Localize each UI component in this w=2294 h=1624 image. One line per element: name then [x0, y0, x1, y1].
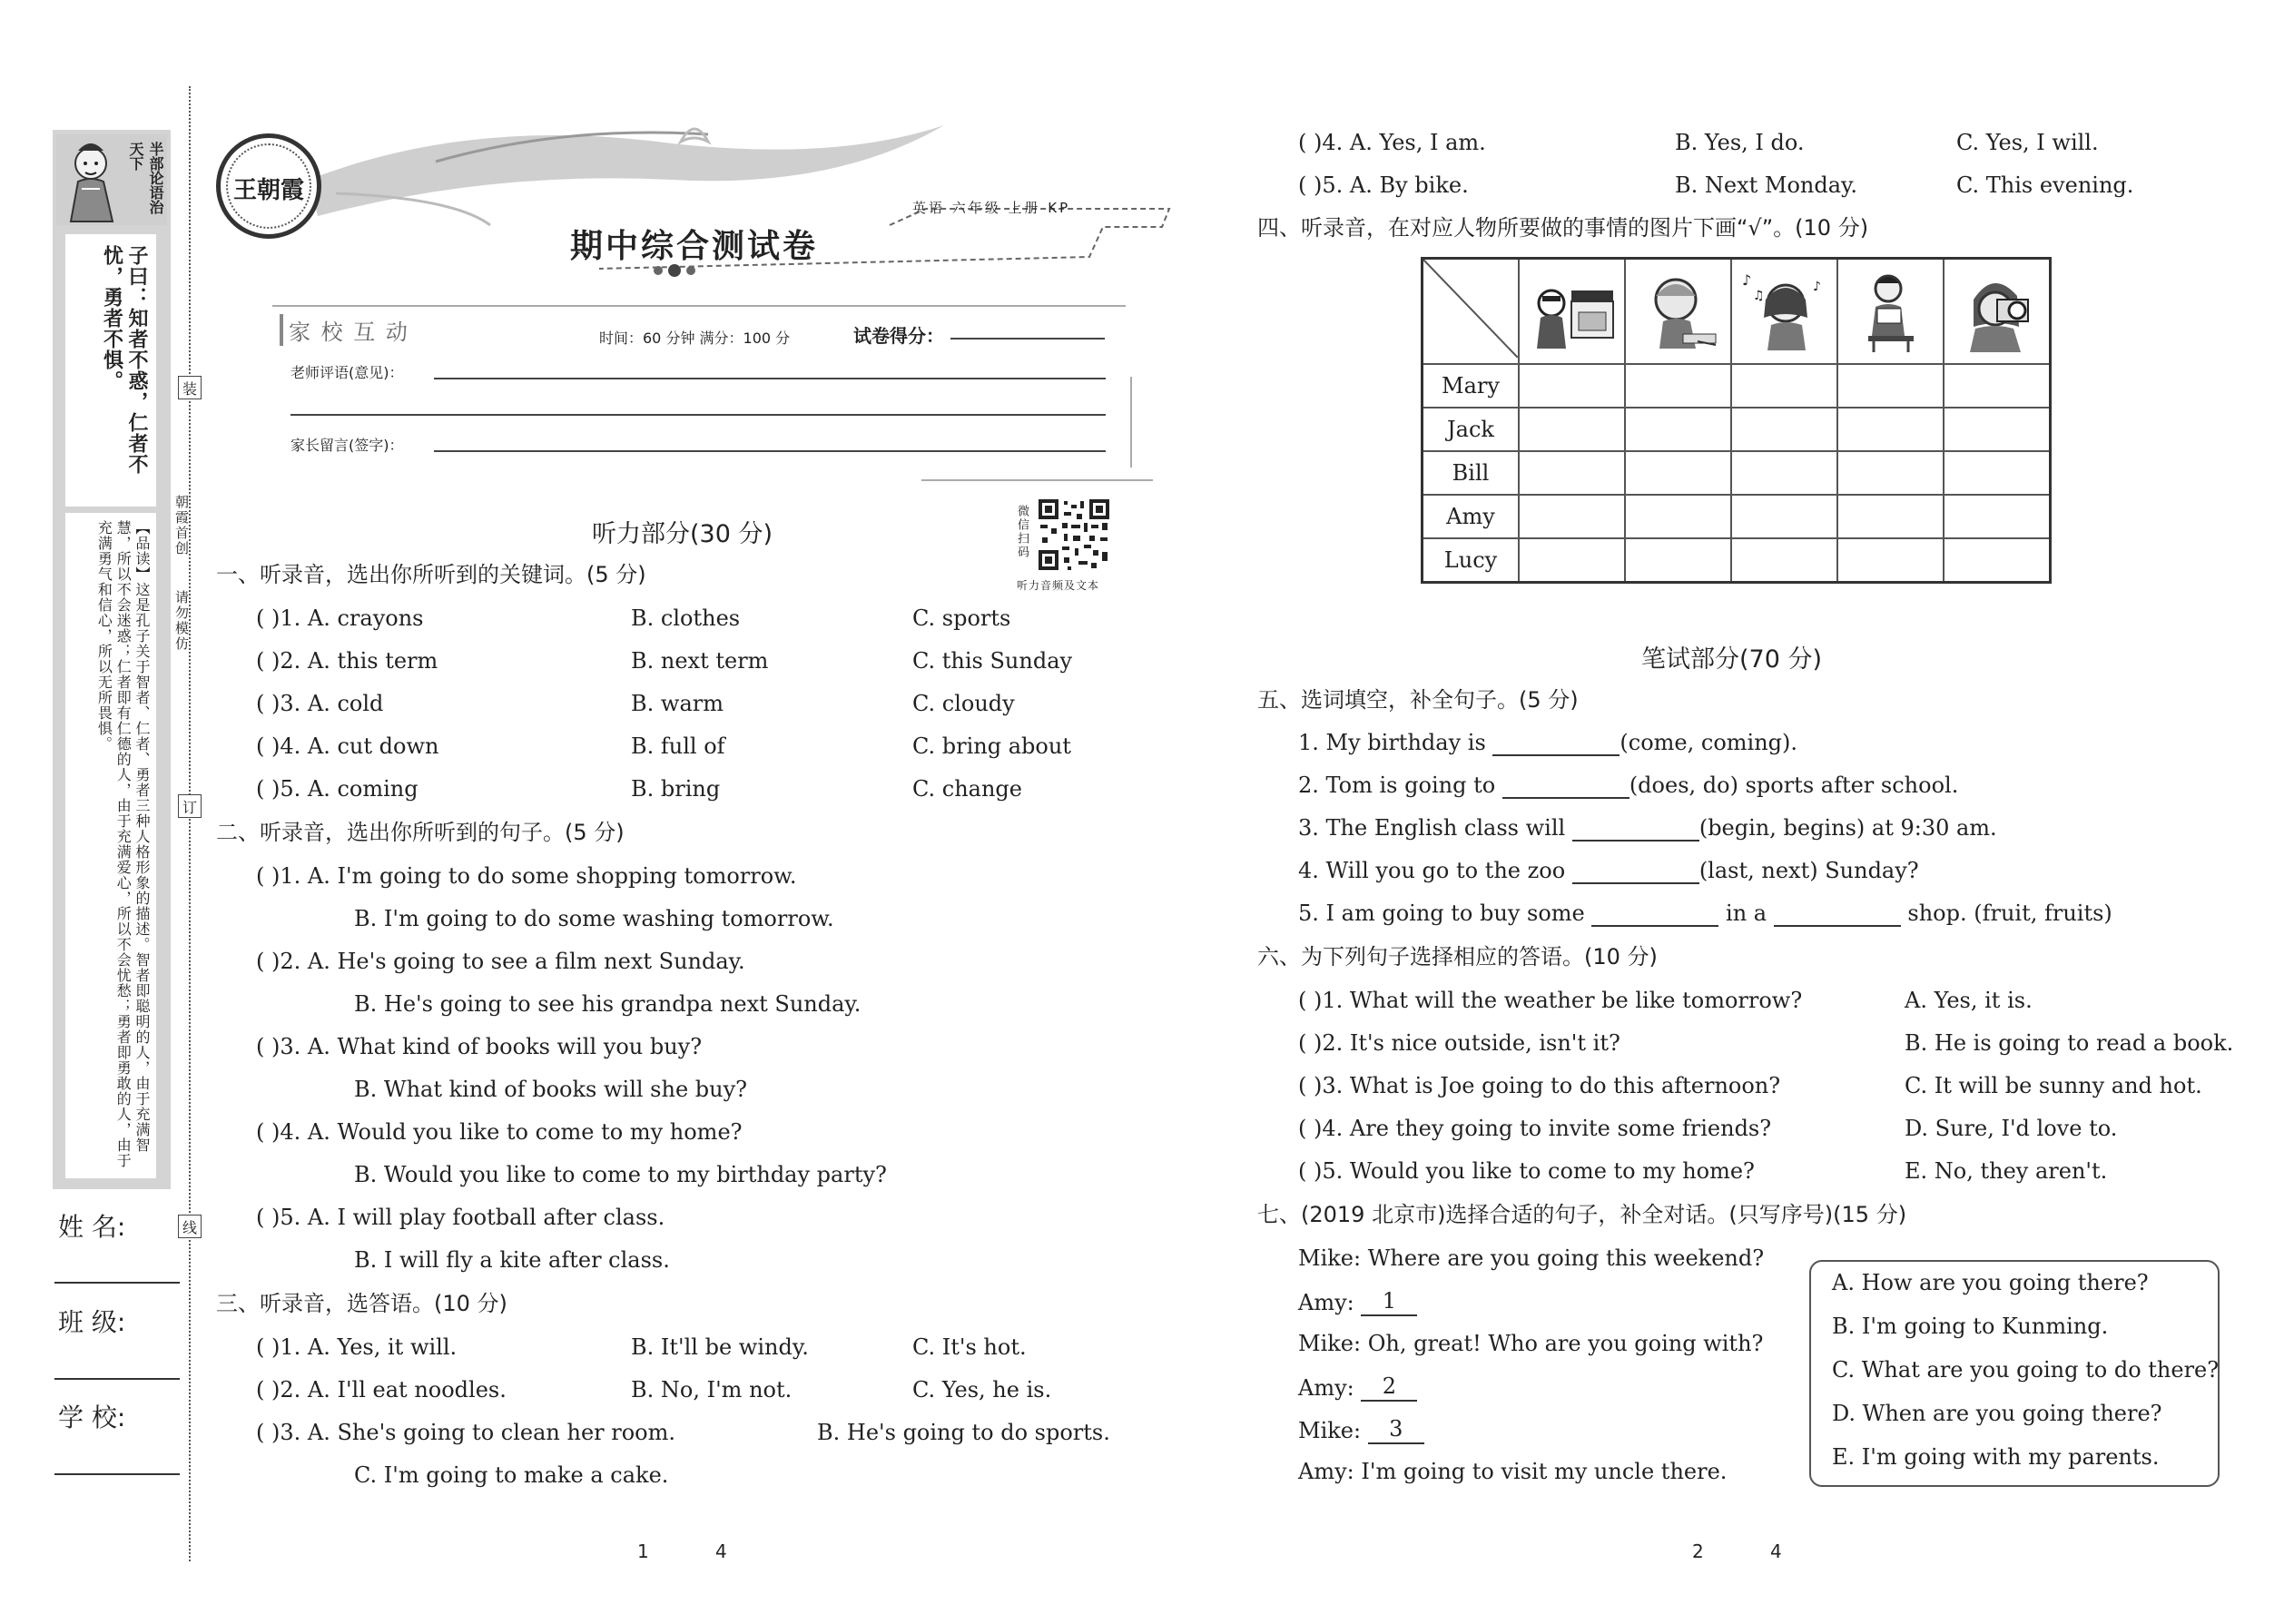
s4-title: 四、听录音，在对应人物所要做的事情的图片下画“√”。(10 分): [1257, 215, 1869, 241]
logo-text: 王朝霞: [232, 177, 304, 204]
reading-picture-icon: [1841, 263, 1941, 354]
s1-q1-b: B. clothes: [631, 605, 741, 631]
s3-q1-c: C. It's hot.: [912, 1334, 1027, 1360]
check-cell[interactable]: [1731, 364, 1837, 408]
option-a: A. How are you going there?: [1832, 1270, 2149, 1295]
score-label: 试卷得分：: [853, 325, 944, 347]
option-b: B. I'm going to Kunming.: [1832, 1314, 2109, 1339]
s3-q4-b: B. Yes, I do.: [1675, 130, 1805, 155]
s2-q4-a: ( )4. A. Would you like to come to my home?: [256, 1119, 743, 1145]
s1-q3: ( )3. A. cold: [256, 691, 384, 716]
teacher-comment-label: 老师评语(意见)：: [290, 364, 404, 381]
check-cell[interactable]: [1731, 538, 1837, 582]
pic-singing: [1731, 259, 1837, 365]
check-cell[interactable]: [1837, 451, 1944, 495]
s3-q4-c: C. Yes, I will.: [1956, 130, 2099, 155]
s2-q1-a: ( )1. A. I'm going to do some shopping tomorrow.: [256, 863, 797, 889]
commentary-text: 【品读】这是孔子关于智者、仁者、勇者三种人格形象的描述。智者即聪明的人，由于充满智慧，所以不会迷惑；仁者即有仁德的人，由于充满爱心，所以不会忧愁；勇者即勇敢的人，由于充满勇气和信心，所以无所畏惧。: [95, 520, 151, 1168]
s5-title: 五、选词填空，补全句子。(5 分): [1257, 687, 1579, 713]
pic-shopping: [1519, 259, 1625, 365]
pic-painting: [1625, 259, 1731, 365]
listening-section-title: 听力部分(30 分): [592, 520, 773, 548]
s5-q3: 3. The English class will (begin, begins) at 9:30 am.: [1298, 815, 1997, 841]
check-cell[interactable]: [1625, 538, 1731, 582]
s3-q4-a: ( )4. A. Yes, I am.: [1298, 130, 1486, 155]
check-cell[interactable]: [1519, 451, 1625, 495]
parent-message-label: 家长留言(签字)：: [290, 437, 404, 454]
dialog-blank-3[interactable]: 3: [1368, 1415, 1424, 1444]
table-corner: [1423, 259, 1520, 365]
sidebar-hero: [56, 134, 167, 225]
s3-q1-b: B. It'll be windy.: [631, 1334, 809, 1360]
page-number-right: 2: [1692, 1540, 1704, 1562]
s5-q2-blank[interactable]: [1502, 797, 1629, 799]
painting-picture-icon: [1629, 263, 1728, 354]
s2-title: 二、听录音，选出你所听到的句子。(5 分): [216, 820, 625, 845]
s6-a3: C. It will be sunny and hot.: [1905, 1073, 2202, 1098]
class-line[interactable]: [54, 1378, 180, 1380]
teacher-comment-field[interactable]: [434, 378, 1106, 379]
s5-q5-blank-1[interactable]: [1591, 925, 1718, 927]
dialog-line-3: Mike: Oh, great! Who are you going with?: [1298, 1331, 1764, 1356]
option-e: E. I'm going with my parents.: [1832, 1444, 2160, 1470]
commentary-box: [65, 513, 156, 1178]
dialog-line-2: Amy: 1: [1298, 1287, 1417, 1316]
s5-q1: 1. My birthday is (come, coming).: [1298, 730, 1798, 755]
svg-text:♪: ♪: [1741, 271, 1751, 289]
confucius-quote: 子曰：知者不惑，仁者不忧，勇者不惧。: [100, 245, 148, 475]
home-school-label: 家 校 互 动: [280, 314, 409, 346]
check-cell[interactable]: [1519, 364, 1625, 408]
check-cell[interactable]: [1625, 408, 1731, 451]
s5-q5-blank-2[interactable]: [1774, 925, 1901, 927]
s1-q2-b: B. next term: [631, 648, 769, 674]
check-cell[interactable]: [1944, 538, 2050, 582]
check-cell[interactable]: [1944, 408, 2050, 451]
name-amy: Amy: [1423, 495, 1520, 538]
dialog-line-5: Mike: 3: [1298, 1415, 1424, 1444]
s6-q2: ( )2. It's nice outside, isn't it?: [1298, 1030, 1620, 1056]
s6-a2: B. He is going to read a book.: [1905, 1030, 2234, 1056]
s3-q5-a: ( )5. A. By bike.: [1298, 172, 1469, 198]
name-bill: Bill: [1423, 451, 1520, 495]
writing-section-title: 笔试部分(70 分): [1641, 645, 1823, 674]
s2-q4-b: B. Would you like to come to my birthday party?: [354, 1162, 887, 1187]
s6-q3: ( )3. What is Joe going to do this afternoon?: [1298, 1073, 1781, 1098]
teacher-comment-field-2[interactable]: [290, 414, 1106, 416]
s3-q3-a: ( )3. A. She's going to clean her room.: [256, 1420, 676, 1445]
check-cell[interactable]: [1519, 408, 1625, 451]
school-line[interactable]: [54, 1473, 180, 1475]
pic-reading: [1837, 259, 1944, 365]
s1-q4-c: C. bring about: [912, 733, 1071, 759]
svg-text:♫: ♫: [1752, 289, 1765, 303]
time-info: 时间：60 分钟 满分：100 分: [599, 330, 791, 347]
brand-logo: [216, 133, 321, 239]
vertical-note-1: 朝霞首创: [173, 495, 190, 556]
s1-q5: ( )5. A. coming: [256, 776, 418, 802]
header-vline: [1130, 377, 1132, 468]
header-hline: [921, 479, 1153, 481]
cut-line: [189, 86, 191, 1561]
s5-q2: 2. Tom is going to (does, do) sports after school.: [1298, 773, 1959, 798]
class-label: 班 级:: [58, 1307, 126, 1337]
s6-q5: ( )5. Would you like to come to my home?: [1298, 1158, 1755, 1184]
qr-caption: 听力音频及文本: [1017, 579, 1100, 592]
s6-q4: ( )4. Are they going to invite some friends?: [1298, 1116, 1772, 1141]
s1-q1: ( )1. A. crayons: [256, 605, 424, 631]
check-cell[interactable]: [1731, 451, 1837, 495]
s2-q1-b: B. I'm going to do some washing tomorrow.: [354, 906, 834, 931]
s5-q5: 5. I am going to buy some in a shop. (fruit, fruits): [1298, 901, 2112, 926]
s1-q4-b: B. full of: [631, 733, 725, 759]
camera-picture-icon: [1946, 263, 2046, 354]
page-title: 期中综合测试卷: [570, 228, 819, 265]
s3-q5-b: B. Next Monday.: [1675, 172, 1858, 198]
page-total-left: 4: [715, 1540, 727, 1562]
s1-q2: ( )2. A. this term: [256, 648, 438, 674]
check-cell[interactable]: [1837, 495, 1944, 538]
s6-q1: ( )1. What will the weather be like tomorrow?: [1298, 988, 1803, 1013]
pic-photo: [1944, 259, 2050, 365]
cut-char-2: 订: [178, 794, 202, 818]
vertical-note-2: 请勿模仿: [173, 590, 190, 652]
check-cell[interactable]: [1625, 495, 1731, 538]
check-cell[interactable]: [1944, 495, 2050, 538]
dialog-line-4: Amy: 2: [1298, 1373, 1417, 1402]
name-jack: Jack: [1423, 408, 1520, 451]
name-lucy: Lucy: [1423, 538, 1520, 582]
activity-table: [1421, 257, 2052, 584]
confucius-illustration-icon: [60, 136, 123, 223]
s5-q3-blank[interactable]: [1572, 840, 1699, 842]
check-cell[interactable]: [1837, 408, 1944, 451]
check-cell[interactable]: [1625, 451, 1731, 495]
page-number-left: 1: [637, 1540, 649, 1562]
s1-q5-c: C. change: [912, 776, 1022, 802]
singing-picture-icon: [1735, 263, 1835, 354]
check-cell[interactable]: [1837, 364, 1944, 408]
s3-q1-a: ( )1. A. Yes, it will.: [256, 1334, 458, 1360]
s2-q2-b: B. He's going to see his grandpa next Sunday.: [354, 991, 861, 1017]
hero-motto: 半部论语治天下: [127, 142, 164, 214]
s2-q2-a: ( )2. A. He's going to see a film next Sunday.: [256, 949, 745, 974]
s2-q5-b: B. I will fly a kite after class.: [354, 1247, 670, 1273]
school-label: 学 校:: [58, 1403, 126, 1432]
dialog-blank-1[interactable]: 1: [1361, 1287, 1417, 1316]
s3-q2-a: ( )2. A. I'll eat noodles.: [256, 1377, 507, 1403]
s5-q4-blank[interactable]: [1572, 882, 1699, 884]
option-c: C. What are you going to do there?: [1832, 1357, 2220, 1383]
parent-message-field[interactable]: [434, 450, 1106, 452]
s3-q2-b: B. No, I'm not.: [631, 1377, 793, 1403]
shopping-picture-icon: [1522, 263, 1622, 354]
confucius-quote-box: [65, 234, 156, 507]
s2-q3-b: B. What kind of books will she buy?: [354, 1077, 748, 1102]
s1-q3-c: C. cloudy: [912, 691, 1015, 716]
s6-title: 六、为下列句子选择相应的答语。(10 分): [1257, 944, 1658, 969]
header-divider: [272, 305, 1126, 307]
cut-char-3: 线: [178, 1215, 202, 1238]
check-cell[interactable]: [1519, 538, 1625, 582]
check-cell[interactable]: [1944, 364, 2050, 408]
name-label: 姓 名:: [58, 1212, 126, 1242]
check-cell[interactable]: [1731, 408, 1837, 451]
s6-a1: A. Yes, it is.: [1905, 988, 2033, 1013]
s5-q4: 4. Will you go to the zoo (last, next) Sunday?: [1298, 858, 1919, 883]
dialog-line-1: Mike: Where are you going this weekend?: [1298, 1245, 1765, 1271]
s3-title: 三、听录音，选答语。(10 分): [216, 1291, 507, 1316]
s1-q5-b: B. bring: [631, 776, 721, 802]
s1-q2-c: C. this Sunday: [912, 648, 1073, 674]
qr-code-icon[interactable]: [1037, 497, 1111, 572]
s3-q5-c: C. This evening.: [1956, 172, 2134, 198]
s3-q2-c: C. Yes, he is.: [912, 1377, 1052, 1403]
name-mary: Mary: [1423, 364, 1520, 408]
check-cell[interactable]: [1731, 495, 1837, 538]
s1-q1-c: C. sports: [912, 605, 1011, 631]
dialog-blank-2[interactable]: 2: [1361, 1373, 1417, 1402]
s3-q3-c: C. I'm going to make a cake.: [354, 1462, 669, 1488]
svg-text:♪: ♪: [1812, 280, 1821, 294]
name-line[interactable]: [54, 1282, 180, 1284]
option-d: D. When are you going there?: [1832, 1401, 2162, 1426]
page-total-right: 4: [1770, 1540, 1782, 1562]
s1-title: 一、听录音，选出你所听到的关键词。(5 分): [216, 562, 646, 587]
cut-char-1: 装: [178, 376, 202, 399]
check-cell[interactable]: [1944, 451, 2050, 495]
s2-q5-a: ( )5. A. I will play football after class.: [256, 1205, 665, 1230]
check-cell[interactable]: [1519, 495, 1625, 538]
s5-q1-blank[interactable]: [1492, 754, 1620, 756]
check-cell[interactable]: [1837, 538, 1944, 582]
check-cell[interactable]: [1625, 364, 1731, 408]
s1-q3-b: B. warm: [631, 691, 724, 716]
s1-q4: ( )4. A. cut down: [256, 733, 439, 759]
s6-a4: D. Sure, I'd love to.: [1905, 1116, 2118, 1141]
qr-label: 微信扫码: [1015, 505, 1029, 559]
s2-q3-a: ( )3. A. What kind of books will you buy?: [256, 1034, 703, 1059]
score-field[interactable]: [950, 338, 1105, 340]
s6-a5: E. No, they aren't.: [1905, 1158, 2108, 1184]
dialog-line-6: Amy: I'm going to visit my uncle there.: [1298, 1459, 1728, 1484]
subject-tags: 英语 六年级 上册 KP: [912, 200, 1071, 216]
s7-title: 七、(2019 北京市)选择合适的句子，补全对话。(只写序号)(15 分): [1257, 1202, 1907, 1227]
s3-q3-b: B. He's going to do sports.: [817, 1420, 1110, 1445]
